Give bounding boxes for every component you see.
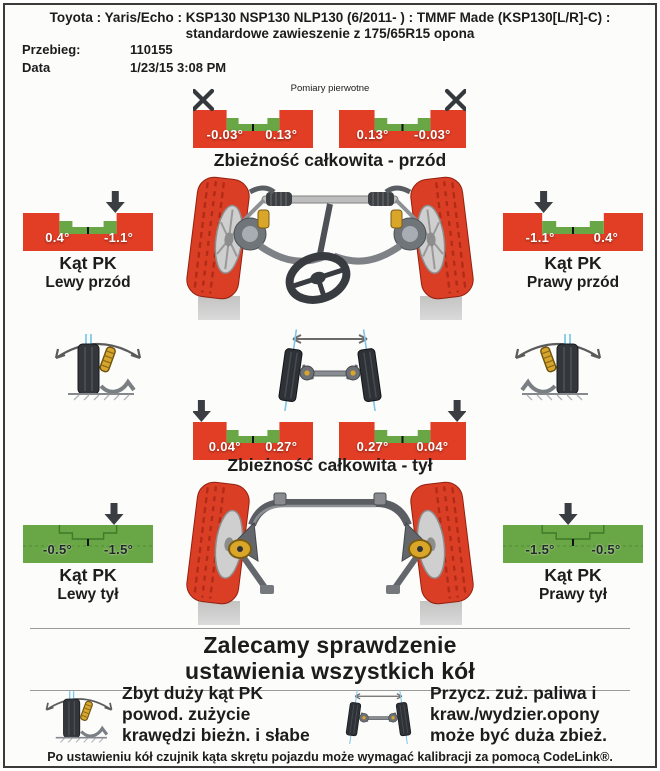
note-right-line3: może być duża zbież. [430, 725, 607, 745]
gauge-value-left: -1.5° [525, 542, 555, 557]
gauge-value-right: 0.04° [416, 439, 449, 454]
rear-pk-right-subtitle: Prawy tył [538, 586, 608, 603]
gauge-value-left: -0.5° [42, 542, 72, 557]
note-left-line2: powod. zużycie [122, 704, 251, 724]
recommendation-line2: ustawienia wszystkich kół [184, 658, 476, 684]
note-left [122, 683, 310, 746]
gauge-value-right: 0.27° [265, 439, 298, 454]
rear-toe-label: Zbieżność całkowita - tył [227, 455, 433, 475]
gauge-value-left: 0.4° [45, 230, 70, 245]
camber-wear-icon-note [40, 685, 118, 747]
camber-wear-icon-left [48, 326, 148, 406]
off-scale-x-icon [194, 91, 212, 109]
gauge-value-left: 0.27° [356, 439, 389, 454]
gauge-front-pk-left [23, 191, 153, 251]
front-toe-label: Zbieżność całkowita - przód [213, 150, 447, 170]
date-label: Data [22, 60, 51, 75]
note-left-line3: krawędzi bieżn. i słabe [122, 725, 310, 745]
mileage-value: 110155 [130, 42, 173, 57]
date-value: 1/23/15 3:08 PM [130, 60, 227, 75]
note-left-line1: Zbyt duży kąt PK [122, 683, 263, 703]
gauge-front-toe-right [339, 88, 466, 148]
rear-pk-right-title: Kąt PK [544, 565, 602, 585]
front-pk-left-subtitle: Lewy przód [45, 274, 131, 291]
gauge-front-toe-left [193, 88, 313, 148]
measurement-arrow-icon [193, 400, 211, 422]
toe-axle-icon-note [331, 684, 426, 744]
report-title-line2: standardowe zawieszenie z 175/65R15 opona [185, 26, 475, 41]
gauge-value-right: 0.4° [593, 230, 619, 245]
alignment-report-sheet [3, 3, 657, 768]
measurement-arrow-icon [559, 503, 578, 525]
note-right-line1: Przycz. zuż. paliwa i [430, 683, 597, 703]
note-right [430, 683, 607, 746]
off-scale-x-icon [447, 91, 465, 109]
gauge-value-left: 0.04° [208, 439, 241, 454]
gauge-value-right: -0.03° [414, 127, 451, 142]
report-title-line1: Toyota : Yaris/Echo : KSP130 NSP130 NLP130 (6/2011- ) : TMMF Made (KSP130[L/R]-C) : [49, 10, 611, 25]
recommendation-line1: Zalecamy sprawdzenie [203, 632, 457, 658]
front-pk-left-title: Kąt PK [59, 253, 117, 273]
rear-pk-left-subtitle: Lewy tył [57, 586, 119, 603]
gauge-value-right: -1.5° [104, 542, 134, 557]
toe-axle-icon-center [252, 323, 408, 411]
gauge-value-left: -1.1° [525, 230, 555, 245]
gauge-rear-toe-right [339, 400, 466, 460]
gauge-value-right: 0.13° [265, 127, 298, 142]
mileage-label: Przebieg: [22, 42, 81, 57]
gauge-value-right: -1.1° [104, 230, 134, 245]
rear-axle-illustration [168, 467, 492, 625]
gauge-rear-pk-right [503, 503, 643, 563]
camber-wear-icon-right [508, 326, 608, 406]
front-pk-right-title: Kąt PK [544, 253, 602, 273]
gauge-rear-toe-left [193, 400, 313, 460]
front-pk-right-subtitle: Prawy przód [526, 274, 620, 291]
measurement-arrow-icon [106, 191, 125, 213]
gauge-value-right: -0.5° [591, 542, 621, 557]
measurement-arrow-icon [534, 191, 553, 213]
note-right-line2: kraw./wydzier.opony [430, 704, 600, 724]
measurement-arrow-icon [105, 503, 124, 525]
front-axle-illustration [168, 162, 492, 320]
gauge-front-pk-right [503, 191, 643, 251]
rear-pk-left-title: Kąt PK [59, 565, 117, 585]
divider-top [30, 628, 630, 629]
gauge-value-left: 0.13° [356, 127, 389, 142]
measurement-arrow-icon [448, 400, 466, 422]
gauge-value-left: -0.03° [206, 127, 244, 142]
gauge-rear-pk-left [23, 503, 153, 563]
footer-note: Po ustawieniu kół czujnik kąta skrętu pojazdu może wymagać kalibracji za pomocą CodeLink®. [47, 750, 613, 764]
section-label: Pomiary pierwotne [290, 83, 370, 94]
